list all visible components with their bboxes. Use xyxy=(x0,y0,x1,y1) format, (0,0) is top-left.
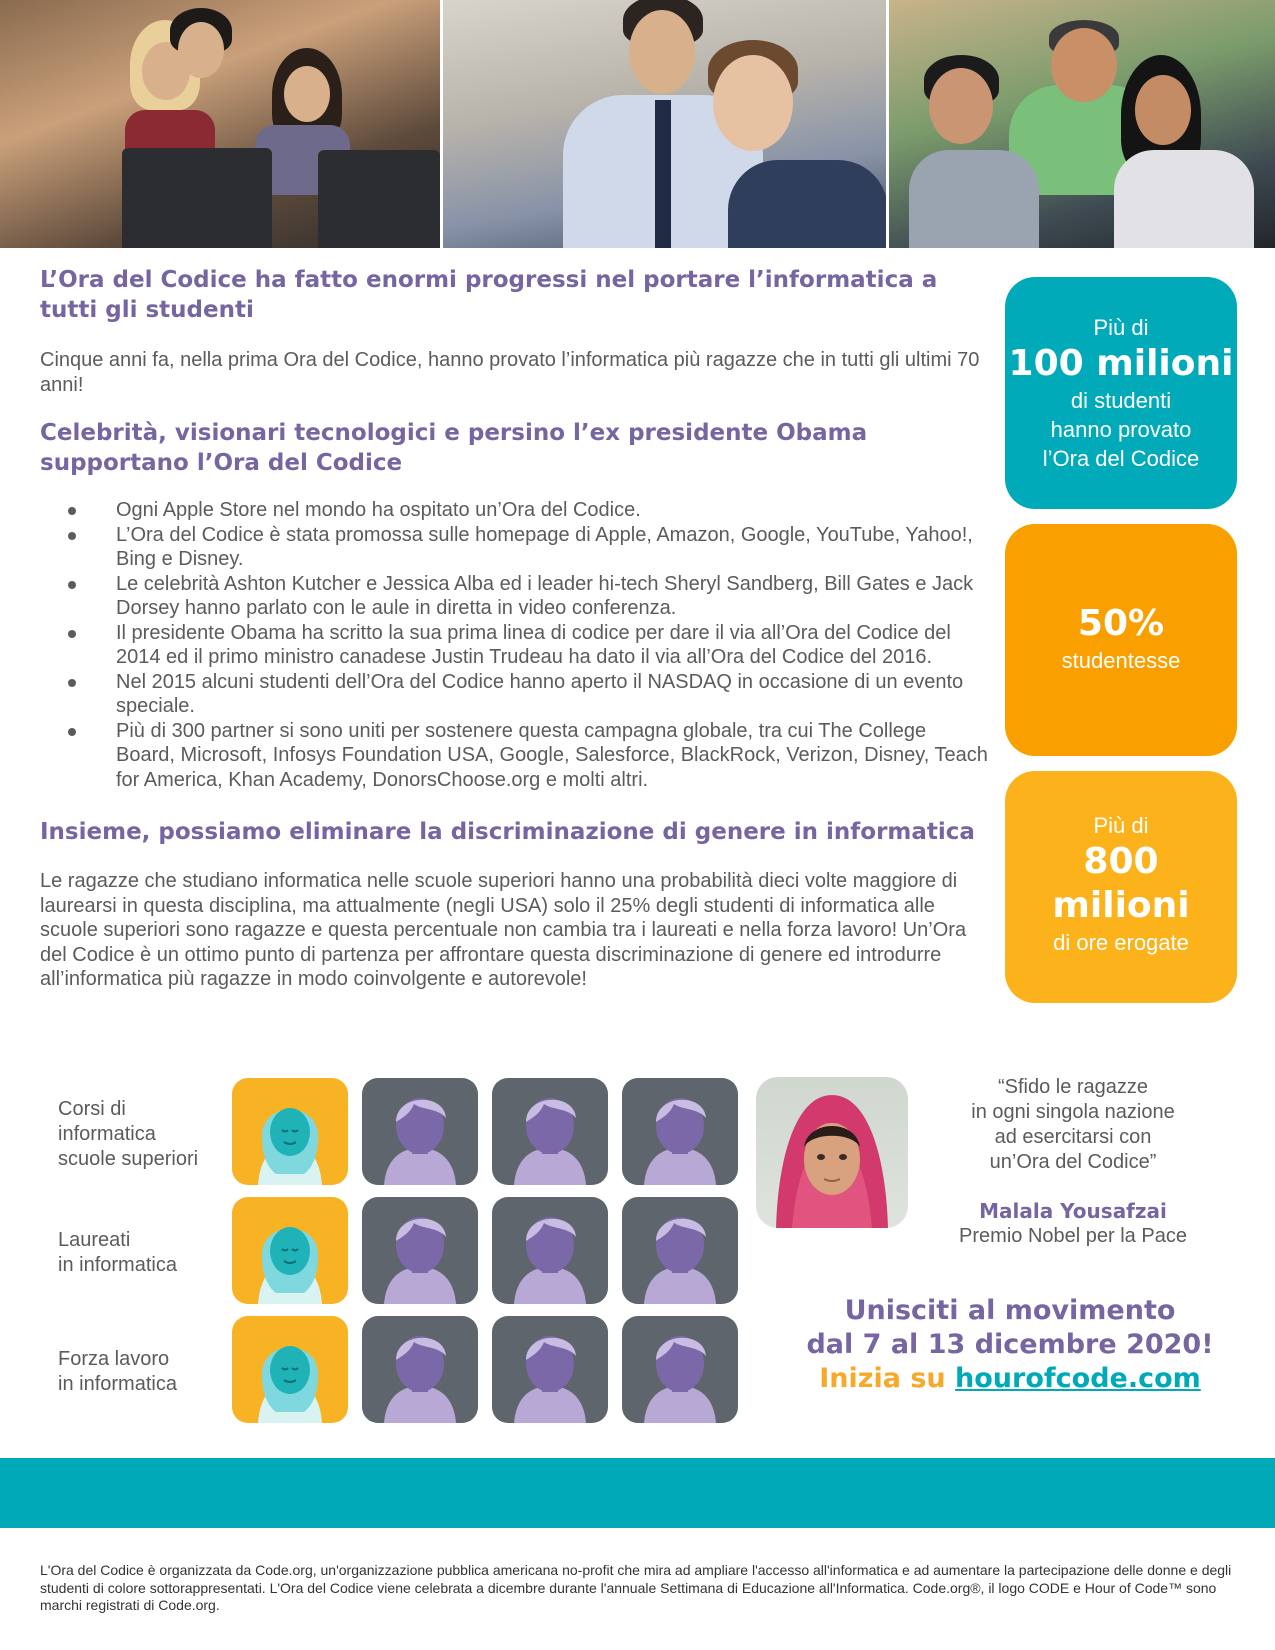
row-label-line: scuole superiori xyxy=(58,1148,199,1170)
list-item: Nel 2015 alcuni studenti dell’Ora del Codice hanno aperto il NASDAQ in occasione di un evento speciale. xyxy=(40,670,990,719)
row-label-high-school xyxy=(58,1097,198,1172)
male-student-icon xyxy=(362,1197,478,1304)
stat-pre: Più di xyxy=(1093,315,1149,340)
list-item: Le celebrità Ashton Kutcher e Jessica Alba ed i leader hi-tech Sheryl Sandberg, Bill Gates e Jack Dorsey hanno parlato con le aule in diretta in video conferenza. xyxy=(40,572,990,621)
cta-prefix: Inizia su xyxy=(819,1363,956,1394)
list-item: Ogni Apple Store nel mondo ha ospitato un’Ora del Codice. xyxy=(40,498,990,523)
trudeau-with-student-photo xyxy=(440,0,886,248)
cta-link-line xyxy=(770,1362,1250,1396)
stat-caption: studentesse xyxy=(1061,648,1181,673)
stat-value: 800 xyxy=(1083,841,1159,882)
female-student-icon xyxy=(232,1078,348,1185)
male-student-icon xyxy=(492,1316,608,1423)
stat-value: milioni xyxy=(1052,885,1190,926)
stat-students-box xyxy=(1005,277,1237,509)
stat-caption: hanno provato xyxy=(1050,417,1192,442)
stat-caption: di studenti xyxy=(1070,388,1172,413)
photo-strip xyxy=(0,0,1275,248)
row-label-line: in informatica xyxy=(58,1254,177,1276)
row-label-workforce xyxy=(58,1347,177,1397)
quote-author-role: Premio Nobel per la Pace xyxy=(959,1225,1187,1247)
male-student-icon xyxy=(622,1316,738,1423)
malala-portrait-illustration xyxy=(756,1077,908,1228)
quote-line: ad esercitarsi con xyxy=(994,1126,1152,1148)
row-label-line: Laureati xyxy=(58,1229,131,1251)
row-label-line: Forza lavoro xyxy=(58,1348,170,1370)
heading-gender-gap: Insieme, possiamo eliminare la discriminazione di genere in informatica xyxy=(40,819,975,845)
stat-caption: l’Ora del Codice xyxy=(1042,446,1200,471)
footer-disclaimer: L'Ora del Codice è organizzata da Code.org, un'organizzazione pubblica americana no-profit che mira ad ampliare l'accesso all'informatica e ad aumentare la partecipazione delle donne e degli studenti di colore sottorappresentati. L'Ora del Codice viene celebrata a dicembre durante l'annuale Settimana di Educazione all'Informatica. Code.org®, il logo CODE e Hour of Code™ sono marchi registrati di Code.org. xyxy=(40,1562,1232,1613)
female-student-icon xyxy=(232,1197,348,1304)
heading-progress: L’Ora del Codice ha fatto enormi progressi nel portare l’informatica a tutti gli studenti xyxy=(40,267,938,323)
row-label-graduates xyxy=(58,1228,177,1278)
hourofcode-link[interactable]: hourofcode.com xyxy=(955,1363,1201,1394)
call-to-action xyxy=(770,1294,1250,1396)
row-label-line: in informatica xyxy=(58,1373,177,1395)
quote-line: “Sfido le ragazze xyxy=(997,1076,1149,1098)
stat-hours-box xyxy=(1005,771,1237,1003)
students-laptops-photo xyxy=(0,0,440,248)
teacher-with-students-photo xyxy=(886,0,1275,248)
stat-value: 100 milioni xyxy=(1008,343,1234,384)
heading-supporters: Celebrità, visionari tecnologici e persino l’ex presidente Obama supportano l’Ora del Codice xyxy=(40,420,868,476)
list-item: Più di 300 partner si sono uniti per sostenere questa campagna globale, tra cui The College Board, Microsoft, Infosys Foundation USA, Google, Salesforce, BlackRock, Verizon, Disney, Teach for America, Khan Academy, DonorsChoose.org e molti altri. xyxy=(40,719,990,793)
row-label-line: informatica xyxy=(58,1123,156,1145)
male-student-icon xyxy=(362,1316,478,1423)
male-student-icon xyxy=(492,1197,608,1304)
gender-gap-paragraph: Le ragazze che studiano informatica nelle scuole superiori hanno una probabilità dieci volte maggiore di laurearsi in questa disciplina, ma attualmente (negli USA) solo il 25% degli studenti di informatica alle scuole superiori sono ragazze e questa percentuale non cambia tra i laureati e nella forza lavoro! Un’Ora del Codice è un ottimo punto di partenza per affrontare questa discriminazione di genere ed introdurre all’informatica più ragazze in modo coinvolgente e autorevole! xyxy=(40,870,967,990)
stat-pre: Più di xyxy=(1093,813,1149,838)
main-content xyxy=(40,265,990,992)
cta-line: Unisciti al movimento xyxy=(844,1295,1176,1326)
quote-line: un’Ora del Codice” xyxy=(989,1151,1157,1173)
female-student-icon xyxy=(232,1316,348,1423)
stat-female-box xyxy=(1005,524,1237,756)
cta-line: dal 7 al 13 dicembre 2020! xyxy=(806,1329,1214,1360)
male-student-icon xyxy=(622,1078,738,1185)
male-student-icon xyxy=(362,1078,478,1185)
stat-value: 50% xyxy=(1077,603,1165,644)
malala-portrait xyxy=(756,1077,908,1228)
row-label-line: Corsi di xyxy=(58,1098,126,1120)
quote-author: Malala Yousafzai xyxy=(979,1199,1167,1223)
list-item: L’Ora del Codice è stata promossa sulle homepage di Apple, Amazon, Google, YouTube, Yahoo!, Bing e Disney. xyxy=(40,523,990,572)
intro-paragraph: Cinque anni fa, nella prima Ora del Codice, hanno provato l’informatica più ragazze che in tutti gli ultimi 70 anni! xyxy=(40,349,980,396)
teal-band xyxy=(0,1458,1275,1528)
quote-line: in ogni singola nazione xyxy=(971,1101,1175,1123)
stat-caption: di ore erogate xyxy=(1053,930,1189,955)
supporters-list xyxy=(40,498,990,792)
male-student-icon xyxy=(622,1197,738,1304)
list-item: Il presidente Obama ha scritto la sua prima linea di codice per dare il via all’Ora del Codice del 2014 ed il primo ministro canadese Justin Trudeau ha dato il via all’Ora del Codice del 2016. xyxy=(40,621,990,670)
malala-quote xyxy=(928,1075,1218,1248)
male-student-icon xyxy=(492,1078,608,1185)
